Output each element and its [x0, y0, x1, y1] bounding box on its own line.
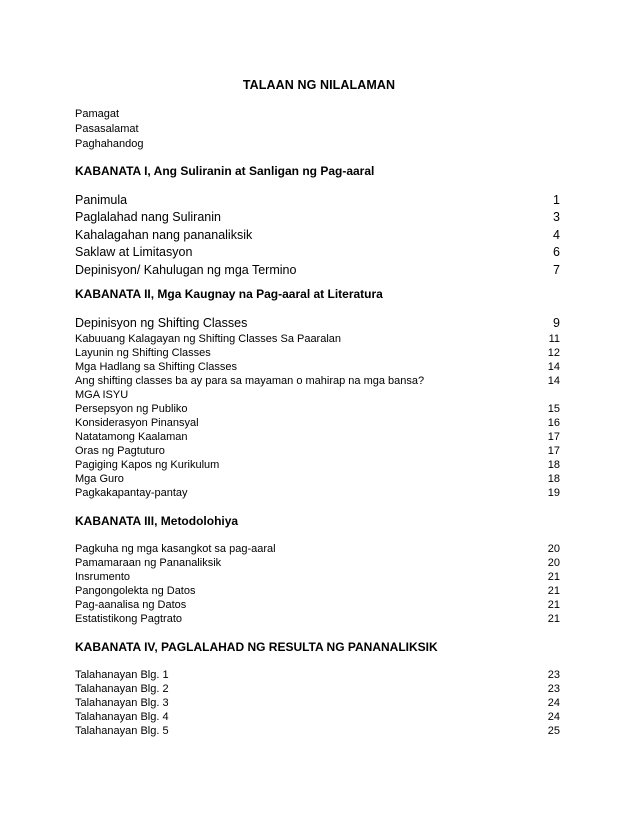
chapter-2-entries	[75, 315, 560, 500]
toc-entry-label: Talahanayan Blg. 3	[75, 697, 169, 709]
toc-entry-label: Natatamong Kaalaman	[75, 431, 188, 444]
front-matter-item: Pasasalamat	[75, 123, 139, 135]
toc-entry-page: 23	[547, 669, 560, 681]
toc-entry	[75, 416, 560, 430]
toc-entry-page: 21	[547, 585, 560, 597]
toc-entry-label: Pagkuha ng mga kasangkot sa pag-aaral	[75, 543, 276, 555]
toc-entry-label: Talahanayan Blg. 5	[75, 725, 169, 737]
toc-entry-page: 20	[547, 557, 560, 569]
toc-entry	[75, 458, 560, 472]
toc-entry	[75, 315, 560, 332]
toc-entry	[75, 486, 560, 500]
toc-entry-label: Mga Guro	[75, 473, 124, 486]
toc-entry	[75, 556, 560, 570]
toc-entry-page: 24	[547, 697, 560, 709]
toc-entry-label: Konsiderasyon Pinansyal	[75, 417, 199, 430]
toc-entry	[75, 227, 560, 244]
toc-entry	[75, 360, 560, 374]
toc-entry	[75, 584, 560, 598]
toc-entry-page: 14	[547, 361, 560, 374]
toc-entry	[75, 724, 560, 738]
toc-entry-page: 7	[553, 262, 560, 277]
toc-entry-page: 6	[553, 245, 560, 260]
front-matter-item: Pamagat	[75, 108, 120, 120]
toc-entry-page: 15	[547, 403, 560, 416]
front-matter-list	[75, 107, 560, 152]
toc-entry-page: 3	[553, 210, 560, 225]
chapter-3-heading: KABANATA III, Metodolohiya	[75, 514, 239, 528]
toc-entry-page: 18	[547, 459, 560, 472]
chapter-4-heading: KABANATA IV, PAGLALAHAD NG RESULTA NG PANANALIKSIK	[75, 640, 438, 654]
toc-entry-page: 21	[547, 599, 560, 611]
toc-entry-label: Pangongolekta ng Datos	[75, 585, 196, 597]
toc-entry-label: Paglalahad nang Suliranin	[75, 210, 221, 225]
toc-entry	[75, 346, 560, 360]
toc-entry-page: 23	[547, 683, 560, 695]
toc-entry-label: Estatistikong Pagtrato	[75, 613, 183, 625]
chapter-1-heading: KABANATA I, Ang Suliranin at Sanligan ng Pag-aaral	[75, 164, 375, 178]
toc-entry-label: Insrumento	[75, 571, 131, 583]
toc-entry-label: Persepsyon ng Publiko	[75, 403, 188, 416]
toc-entry	[75, 332, 560, 346]
toc-entry-page: 21	[547, 571, 560, 583]
toc-entry-page: 17	[547, 445, 560, 458]
toc-entry-label: Ang shifting classes ba ay para sa mayaman o mahirap na mga bansa?	[75, 375, 425, 388]
chapter-1-entries	[75, 192, 560, 279]
toc-entry-label: Pag-aanalisa ng Datos	[75, 599, 187, 611]
toc-entry-label: Depinisyon ng Shifting Classes	[75, 316, 248, 330]
page-title: TALAAN NG NILALAMAN	[242, 78, 396, 92]
toc-entry	[75, 598, 560, 612]
toc-entry-page: 11	[548, 333, 560, 346]
toc-entry-label: Oras ng Pagtuturo	[75, 445, 165, 458]
toc-entry	[75, 374, 560, 388]
toc-entry-page: 20	[547, 543, 560, 555]
toc-entry-label: Pamamaraan ng Pananaliksik	[75, 557, 222, 569]
toc-entry	[75, 388, 560, 402]
toc-entry	[75, 668, 560, 682]
toc-entry-page	[552, 388, 560, 402]
toc-entry-page: 18	[547, 473, 560, 486]
toc-entry-label: Talahanayan Blg. 4	[75, 711, 169, 723]
toc-entry	[75, 402, 560, 416]
toc-entry	[75, 209, 560, 226]
toc-entry	[75, 612, 560, 626]
toc-entry-label: Talahanayan Blg. 1	[75, 669, 169, 681]
toc-entry	[75, 472, 560, 486]
toc-entry-label: Saklaw at Limitasyon	[75, 245, 193, 260]
toc-entry-label: Pagiging Kapos ng Kurikulum	[75, 459, 220, 472]
toc-entry-page: 4	[553, 227, 560, 242]
toc-entry	[75, 244, 560, 261]
toc-entry-label: Mga Hadlang sa Shifting Classes	[75, 361, 238, 374]
toc-entry	[75, 262, 560, 279]
toc-entry	[75, 696, 560, 710]
chapter-4-entries	[75, 668, 560, 738]
toc-entry-page: 9	[553, 316, 560, 330]
toc-entry	[75, 542, 560, 556]
toc-entry-label: Panimula	[75, 193, 128, 207]
front-matter-item: Paghahandog	[75, 138, 144, 150]
toc-entry-page: 21	[547, 613, 560, 625]
toc-entry-page: 19	[547, 487, 560, 500]
toc-entry-page: 24	[547, 711, 560, 723]
toc-entry-page: 16	[547, 417, 560, 430]
toc-entry-label: Layunin ng Shifting Classes	[75, 347, 211, 360]
toc-entry	[75, 682, 560, 696]
toc-entry-page: 17	[547, 431, 560, 444]
toc-entry-page: 14	[547, 375, 560, 388]
toc-entry-label: Kabuuang Kalagayan ng Shifting Classes Sa Paaralan	[75, 333, 342, 346]
toc-entry-page: 1	[553, 193, 560, 207]
toc-entry-label: Kahalagahan nang pananaliksik	[75, 227, 253, 242]
toc-entry-page: 12	[547, 347, 560, 360]
toc-entry-label: MGA ISYU	[75, 389, 129, 402]
chapter-2-heading: KABANATA II, Mga Kaugnay na Pag-aaral at Literatura	[75, 287, 383, 301]
toc-entry-label: Depinisyon/ Kahulugan ng mga Termino	[75, 262, 297, 277]
toc-entry-label: Pagkakapantay-pantay	[75, 487, 188, 500]
chapter-3-entries	[75, 542, 560, 626]
toc-entry-page: 25	[547, 725, 560, 737]
toc-entry	[75, 710, 560, 724]
toc-entry-label: Talahanayan Blg. 2	[75, 683, 169, 695]
toc-entry	[75, 430, 560, 444]
toc-entry	[75, 570, 560, 584]
toc-entry	[75, 444, 560, 458]
toc-entry	[75, 192, 560, 209]
